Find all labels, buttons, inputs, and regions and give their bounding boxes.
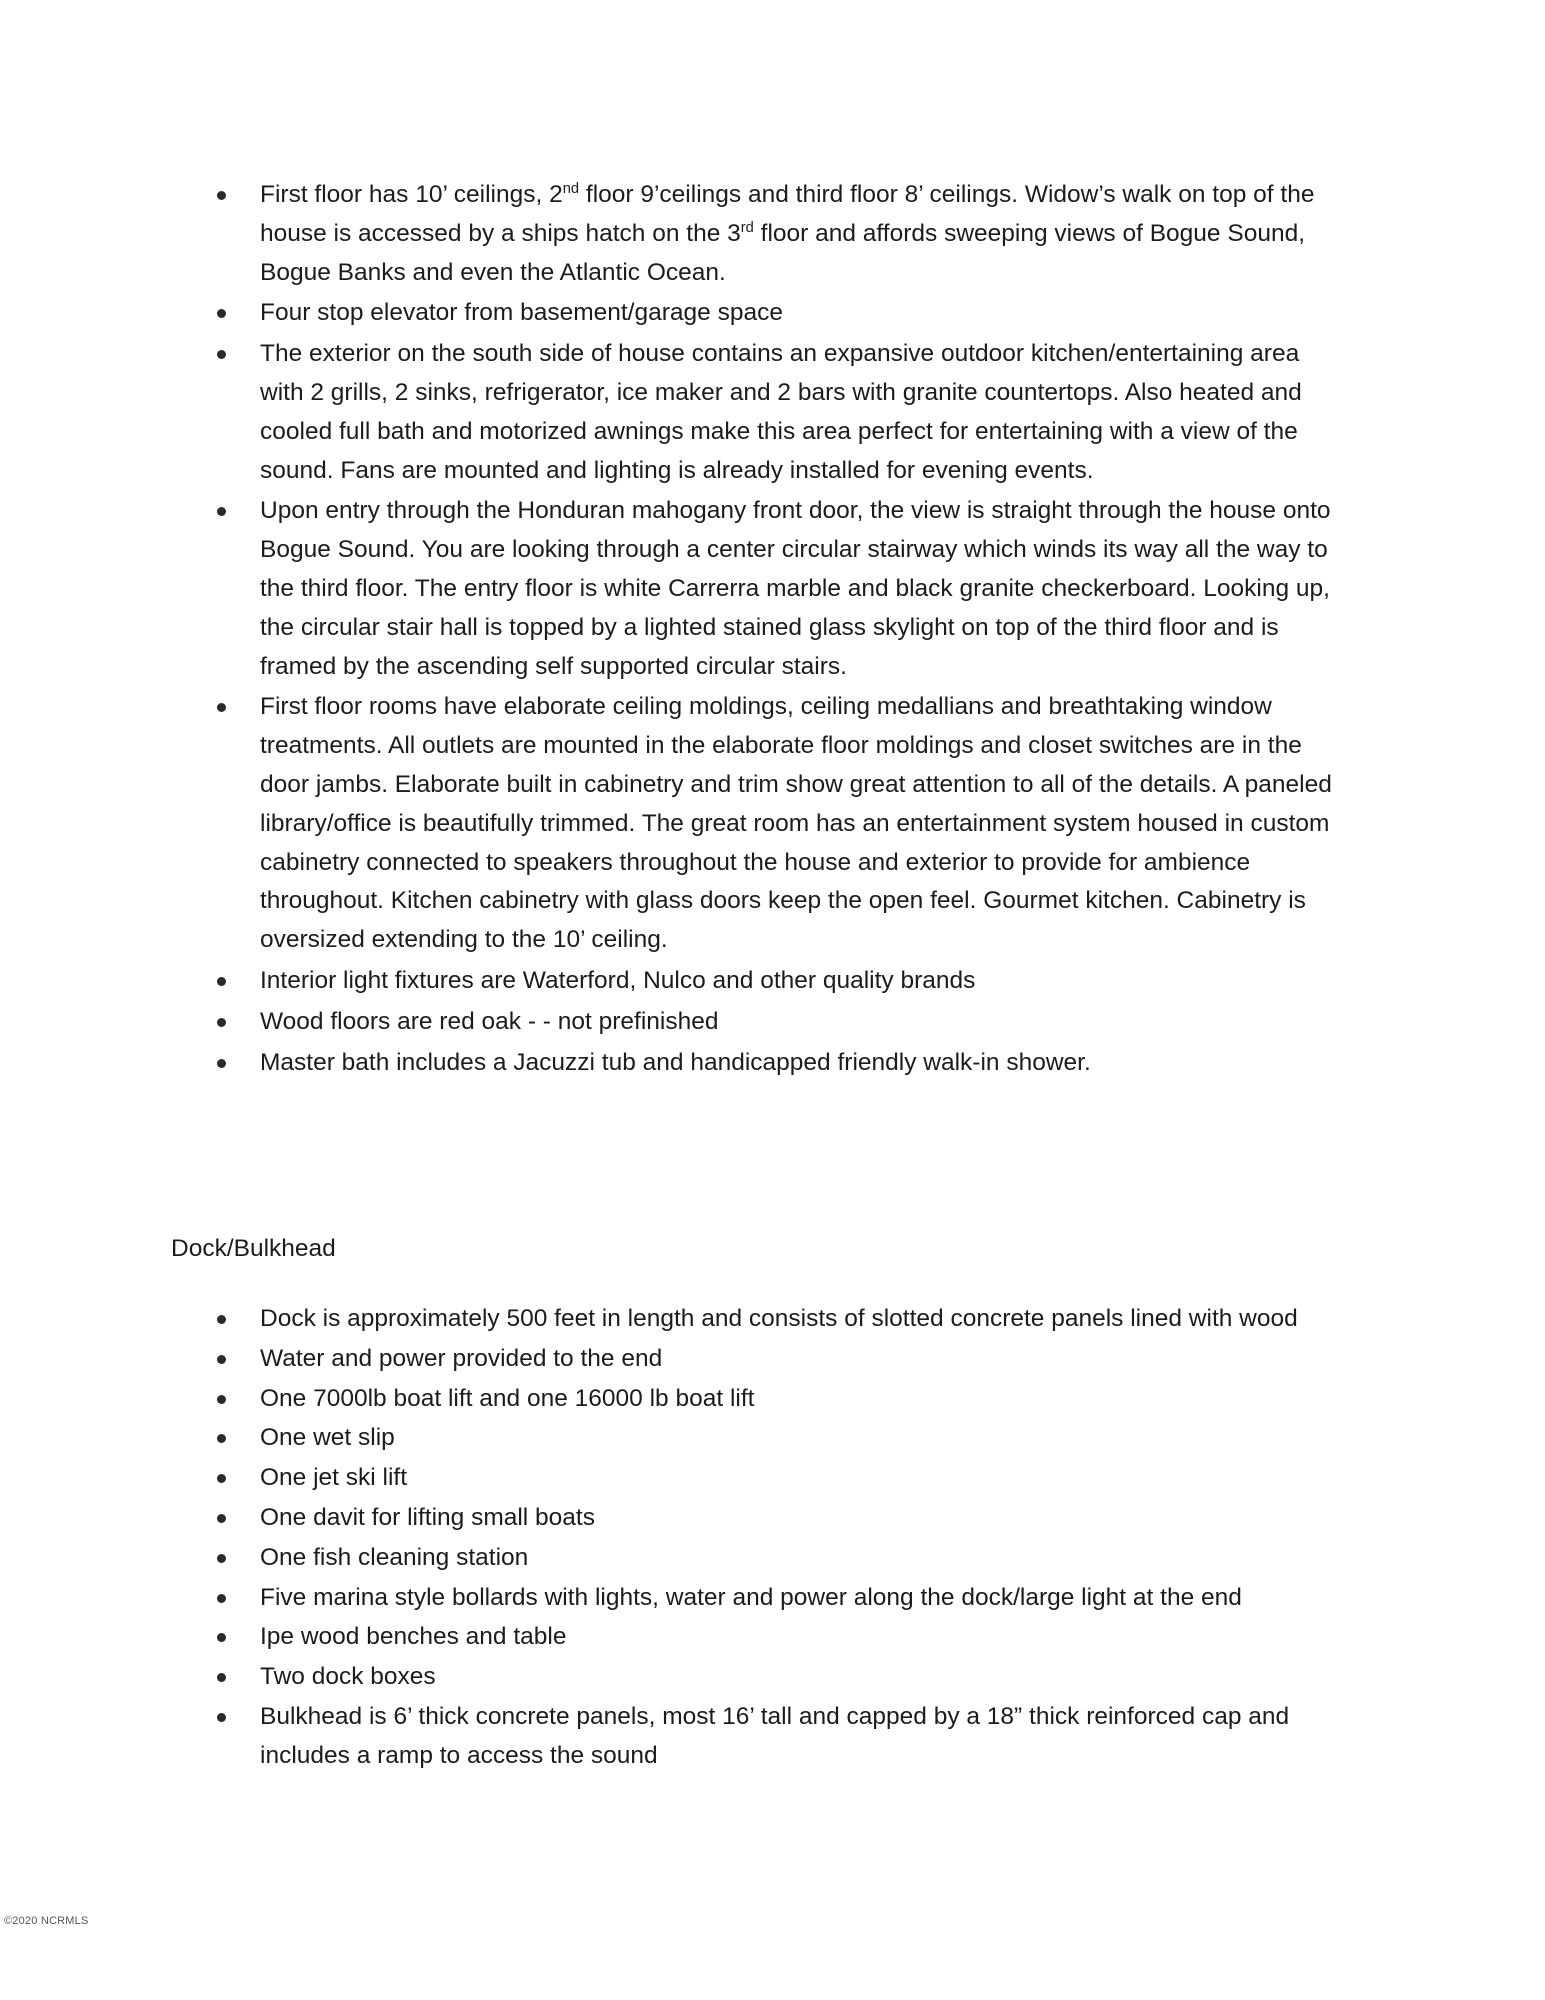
list-item: Upon entry through the Honduran mahogany front door, the view is straight through the house onto Bogue Sound. You are looking through a center circular stairway which winds its way all the way to the third floor. The entry floor is white Carrerra marble and black granite checkerboard. Looking up, the circular stair hall is topped by a lighted stained glass skylight on top of the third floor and is framed by the ascending self supported circular stairs. xyxy=(214,492,1344,686)
list-item: Interior light fixtures are Waterford, Nulco and other quality brands xyxy=(214,962,1344,1001)
item-text: floor and affords sweeping views of Bogue Sound, Bogue Banks and even the Atlantic Ocean. xyxy=(260,219,1305,286)
list-item: One davit for lifting small boats xyxy=(214,1499,1344,1538)
section-heading: Dock/Bulkhead xyxy=(171,1235,336,1262)
list-item: Wood floors are red oak - - not prefinished xyxy=(214,1003,1344,1042)
list-item: The exterior on the south side of house contains an expansive outdoor kitchen/entertaining area with 2 grills, 2 sinks, refrigerator, ice maker and 2 bars with granite countertops. Also heated and cooled full bath and motorized awnings make this area perfect for entertaining with a view of the sound. Fans are mounted and lighting is already installed for evening events. xyxy=(214,335,1344,490)
list-item: Ipe wood benches and table xyxy=(214,1618,1344,1657)
copyright-watermark: ©2020 NCRMLS xyxy=(4,1915,89,1927)
superscript: rd xyxy=(740,219,754,236)
list-item: Water and power provided to the end xyxy=(214,1340,1344,1379)
list-item: Master bath includes a Jacuzzi tub and handicapped friendly walk-in shower. xyxy=(214,1044,1344,1083)
list-item: Five marina style bollards with lights, water and power along the dock/large light at the end xyxy=(214,1579,1344,1618)
list-item xyxy=(214,176,1344,292)
list-item: Two dock boxes xyxy=(214,1658,1344,1697)
superscript: nd xyxy=(562,180,580,197)
list-item: First floor rooms have elaborate ceiling moldings, ceiling medallians and breathtaking window treatments. All outlets are mounted in the elaborate floor moldings and closet switches are in the door jambs. Elaborate built in cabinetry and trim show great attention to all of the details. A paneled library/office is beautifully trimmed. The great room has an entertainment system housed in custom cabinetry connected to speakers throughout the house and exterior to provide for ambience throughout. Kitchen cabinetry with glass doors keep the open feel. Gourmet kitchen. Cabinetry is oversized extending to the 10’ ceiling. xyxy=(214,688,1344,960)
item-text: First floor has 10’ ceilings, 2 xyxy=(260,181,563,208)
list-item: Four stop elevator from basement/garage space xyxy=(214,294,1344,333)
list-item: One 7000lb boat lift and one 16000 lb boat lift xyxy=(214,1380,1344,1419)
list-item: One wet slip xyxy=(214,1419,1344,1458)
list-item: Dock is approximately 500 feet in length and consists of slotted concrete panels lined with wood xyxy=(214,1300,1344,1339)
list-item: One fish cleaning station xyxy=(214,1539,1344,1578)
features-list xyxy=(214,176,1344,1084)
dock-list xyxy=(214,1300,1344,1777)
item-text: floor 9’ceilings and third floor 8’ ceilings. Widow’s walk on top of the house is accessed by a ships hatch on the 3 xyxy=(260,181,1315,247)
list-item: One jet ski lift xyxy=(214,1459,1344,1498)
list-item: Bulkhead is 6’ thick concrete panels, most 16’ tall and capped by a 18” thick reinforced cap and includes a ramp to access the sound xyxy=(214,1698,1344,1776)
